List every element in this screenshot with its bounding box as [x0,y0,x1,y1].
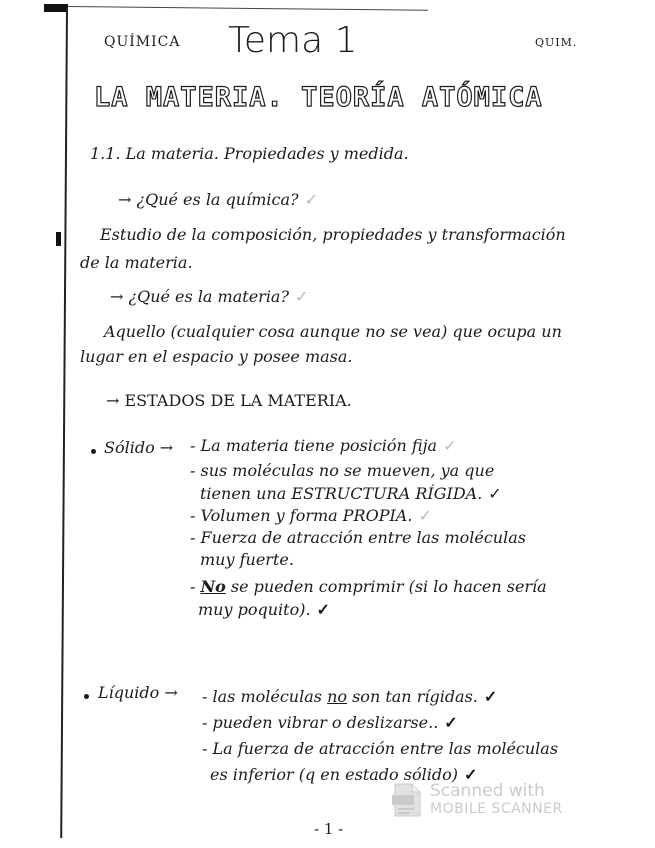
watermark-text: Scanned with MOBILE SCANNER [430,781,563,817]
scan-edge-tick [56,232,61,246]
liquid-line-4: es inferior (q en estado sólido) ✓ [210,765,478,784]
solid-line-3: tienen una ESTRUCTURA RÍGIDA. ✓ [200,484,502,503]
bullet-solid [91,449,96,454]
page-title: LA MATERIA. TEORÍA ATÓMICA [94,82,543,113]
subject-label-right: QUIM. [535,36,578,49]
solid-label: Sólido → [104,438,174,457]
bullet-liquid [84,694,89,699]
liquid-label: Líquido → [98,683,178,702]
states-heading: → ESTADOS DE LA MATERIA. [106,391,352,410]
solid-line-1: - La materia tiene posición fija ✓ [190,436,457,455]
section-heading: 1.1. La materia. Propiedades y medida. [90,144,409,163]
question-matter: → ¿Qué es la materia? ✓ [110,287,309,306]
scan-edge-mark [44,4,68,12]
answer-matter-line1: Aquello (cualquier cosa aunque no se vea) que ocupa un [104,322,562,341]
answer-chemistry-line2: de la materia. [80,253,193,272]
check-icon: ✓ [488,484,502,503]
solid-line-7: - No se pueden comprimir (si lo hacen sería [190,577,547,596]
answer-chemistry-line1: Estudio de la composición, propiedades y transformación [100,225,566,244]
solid-line-4: - Volumen y forma PROPIA. ✓ [190,506,432,525]
solid-line-6: muy fuerte. [200,550,294,569]
light-check-icon: ✓ [304,190,318,209]
check-icon: ✓ [316,600,330,619]
liquid-line-3: - La fuerza de atracción entre las moléculas [202,739,559,758]
check-icon: ✓ [444,713,458,732]
subject-label-left: QUÍMICA [104,34,181,50]
check-icon: ✓ [463,765,478,784]
liquid-line-2: - pueden vibrar o deslizarse.. ✓ [202,713,458,732]
light-check-icon: ✓ [443,436,457,455]
pdf-document-icon [392,783,422,817]
scanner-watermark [392,776,592,824]
check-icon: ✓ [483,687,498,706]
topic-title: Tema 1 [228,20,358,61]
page-number: - 1 - [314,820,344,838]
light-check-icon: ✓ [418,506,432,525]
light-check-icon: ✓ [295,287,309,306]
answer-matter-line2: lugar en el espacio y posee masa. [80,347,353,366]
solid-line-8: muy poquito). ✓ [198,600,330,619]
solid-line-5: - Fuerza de atracción entre las moléculas [190,528,526,547]
page-top-line [68,6,428,11]
page-margin-line [60,8,68,838]
solid-line-2: - sus moléculas no se mueven, ya que [190,461,495,480]
liquid-line-1: - las moléculas no son tan rígidas. ✓ [202,687,498,706]
question-chemistry: → ¿Qué es la química? ✓ [118,190,318,209]
